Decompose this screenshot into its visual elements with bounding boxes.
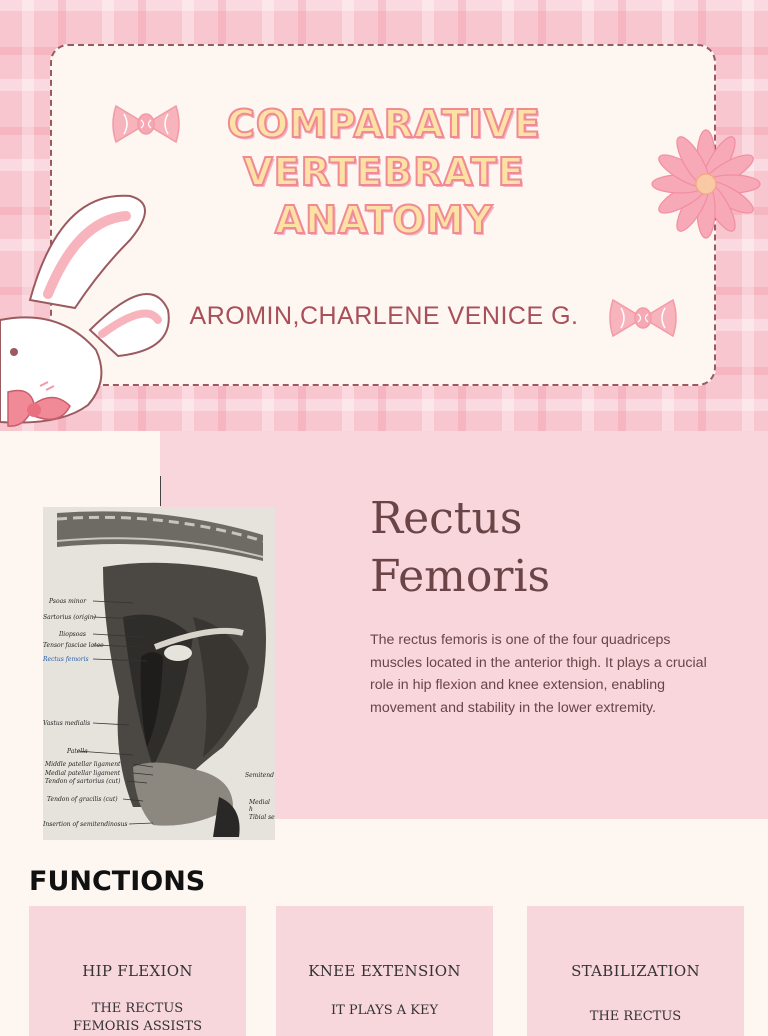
function-card-stabilization <box>527 906 744 1036</box>
bunny-icon <box>0 190 180 431</box>
figure-label: Tibial se <box>249 814 275 821</box>
presentation-title: COMPARATIVE VERTEBRATE ANATOMY <box>227 102 541 242</box>
card-title: HIP FLEXION <box>82 962 193 980</box>
card-title: STABILIZATION <box>571 962 700 980</box>
figure-label: Tendon of gracilis (cut) <box>47 796 118 803</box>
figure-label: Sartorius (origin) <box>43 614 96 621</box>
card-title: KNEE EXTENSION <box>308 962 461 980</box>
author-name: AROMIN,CHARLENE VENICE G. <box>189 302 579 330</box>
figure-label: Tendon of sartorius (cut) <box>45 778 121 785</box>
figure-label: Insertion of semitendinosus <box>43 821 128 828</box>
bow-icon <box>110 100 182 148</box>
card-text: IT PLAYS A KEY <box>330 1003 439 1018</box>
figure-label: Patella <box>67 748 88 755</box>
card-text: THE RECTUS <box>589 1009 682 1024</box>
figure-label: Tensor fasciae latae <box>43 642 104 649</box>
figure-label: Rectus femoris <box>43 656 89 663</box>
flower-icon <box>650 128 762 240</box>
figure-label: Medial patellar ligament <box>45 770 121 777</box>
section-heading: Rectus Femoris <box>370 493 551 602</box>
bow-icon <box>607 294 679 342</box>
function-card-knee-extension <box>276 906 493 1036</box>
section-description: The rectus femoris is one of the four quadriceps muscles located in the anterior thigh. It plays a crucial role in hip flexion and knee extension, enabling movement and stability in the lower extremity. <box>370 632 707 716</box>
anatomy-illustration <box>43 507 275 840</box>
title-banner <box>0 0 768 431</box>
function-card-hip-flexion <box>29 906 246 1036</box>
card-text: THE RECTUS FEMORIS ASSISTS <box>72 1001 203 1034</box>
figure-label: Semitend <box>245 772 274 779</box>
figure-label: Psoas minor <box>49 598 87 605</box>
divider-line <box>160 476 161 506</box>
figure-label: Middle patellar ligament <box>45 761 121 768</box>
figure-label: Medial h <box>249 799 270 813</box>
functions-heading: FUNCTIONS <box>29 866 206 897</box>
figure-label: Iliopsoas <box>59 631 87 638</box>
figure-label: Vastus medialis <box>43 720 91 727</box>
